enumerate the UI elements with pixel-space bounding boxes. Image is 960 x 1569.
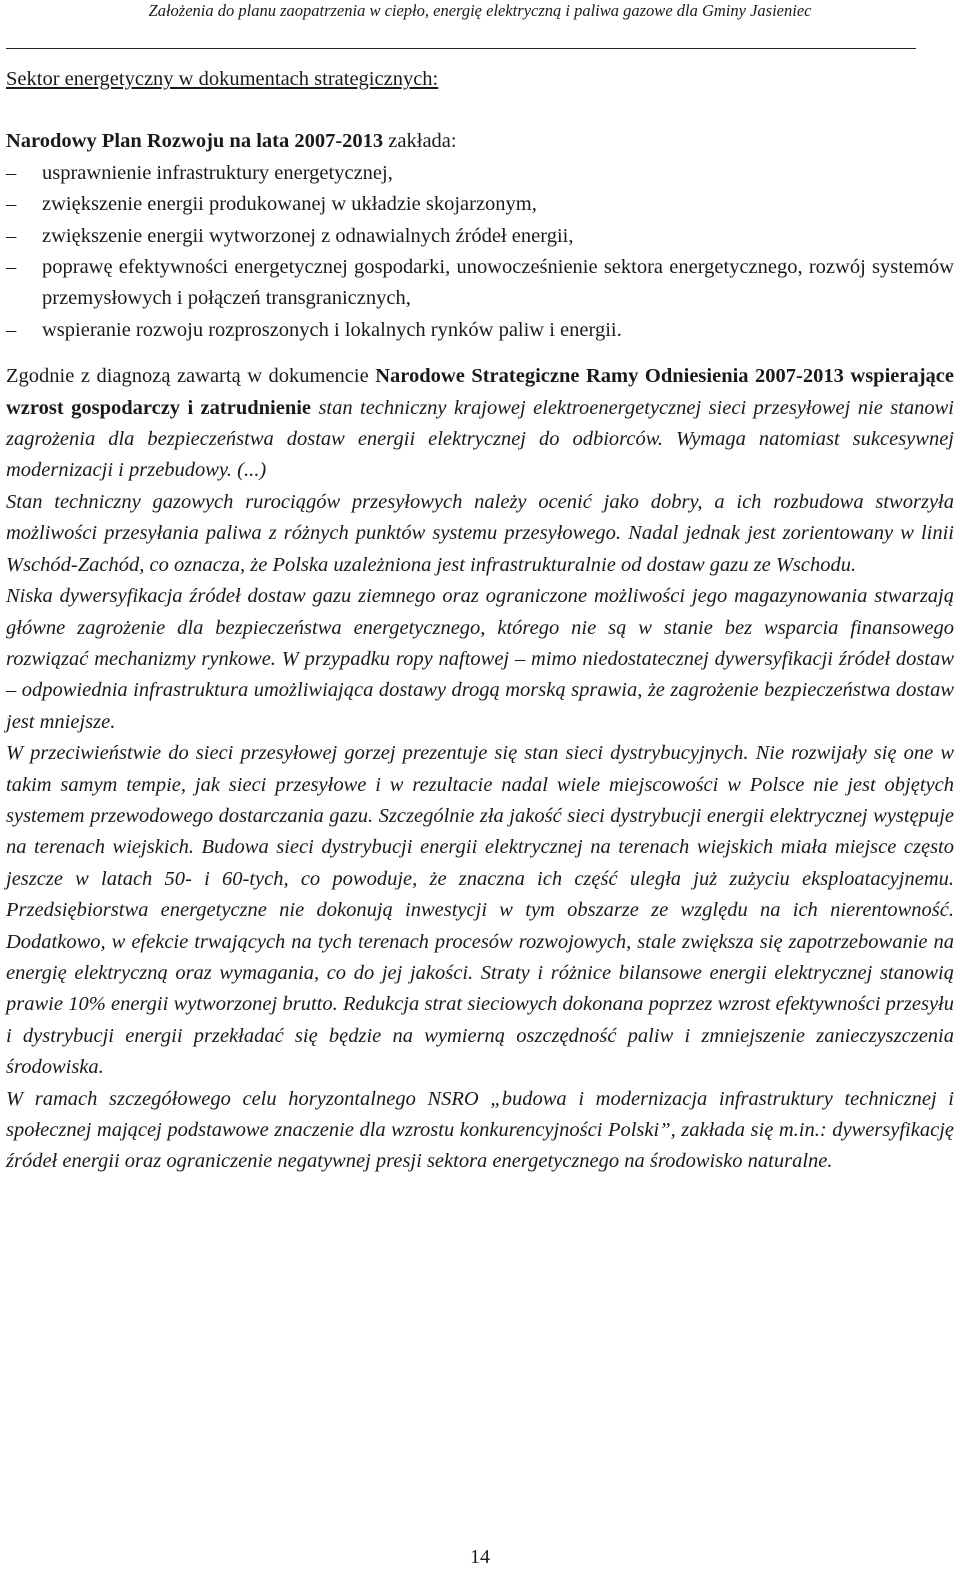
nsro-paragraph-4 (6, 738, 954, 1083)
list-item-text: zwiększenie energii produkowanej w układzie skojarzonym, (42, 193, 537, 216)
page-number: 14 (470, 1546, 490, 1568)
nsro-quote-4: W przeciwieństwie do sieci przesyłowej gorzej prezentuje się stan sieci dystrybucyjnych. Nie rozwijały się one w takim samym tempie, jak sieci przesyłowe i w rezultacie nadal wiele miejscowości w Polsce nie jest objętych systemem przewodowego dostarczania gazu. Szczególnie zła jakość sieci dystrybucji energii elektrycznej występuje na terenach wiejskich. Budowa sieci dystrybucji energii elektrycznej na terenach wiejskich miała miejsce często jeszcze w latach 50- i 60-tych, co powoduje, że znaczna ich część uległa już zużyciu eksploatacyjnemu. Przedsiębiorstwa energetyczne nie dokonują inwestycji w tym obszarze ze względu na ich nierentowność. Dodatkowo, w efekcie trwających na tych terenach procesów rozwojowych, stale zwiększa się zapotrzebowanie na energię elektryczną oraz wymagania, co do jej jakości. Straty i różnice bilansowe energii elektrycznej stanowią prawie 10% energii wytworzonej brutto. Redukcja strat sieciowych dokonana poprzez wzrost efektywności przesyłu i dystrybucji energii przekładać się będzie na wymierną oszczędność paliw i zmniejszenie zanieczyszczenia środowiska. (6, 742, 954, 1079)
plan-name: Narodowy Plan Rozwoju na lata 2007-2013 (6, 130, 384, 153)
running-title: Założenia do planu zaopatrzenia w ciepło, energię elektryczną i paliwa gazowe dla Gminy Jasieniec (148, 1, 812, 20)
header-rule (6, 48, 916, 49)
dash-bullet: – (6, 318, 17, 341)
plan-verb: zakłada: (383, 130, 457, 153)
nsro-quote-1: stan techniczny krajowej elektroenergetycznej sieci przesyłowej nie stanowi zagrożenia dla bezpieczeństwa dostaw energii elektrycznej do odbiorców. Wymaga natomiast sukcesywnej modernizacji i przebudowy. (...) (6, 396, 954, 482)
dash-bullet: – (6, 161, 17, 184)
nsro-paragraph-1 (6, 361, 954, 487)
nsro-paragraph-5 (6, 1084, 954, 1178)
nsro-quote-2: Stan techniczny gazowych rurociągów przesyłowych należy ocenić jako dobry, a ich rozbudowa stworzyła możliwości przesyłania paliwa z różnych punktów systemu przesyłowego. Nadal jednak jest zorientowany w linii Wschód-Zachód, co oznacza, że Polska uzależniona jest infrastrukturalnie od dostaw gazu ze Wschodu. (6, 490, 954, 576)
nsro-quote-3: Niska dywersyfikacja źródeł dostaw gazu ziemnego oraz ograniczone możliwości jego magazynowania stwarzają główne zagrożenie dla bezpieczeństwa energetycznego, którego nie są w stanie bez wsparcia finansowego rozwiązać mechanizmy rynkowe. W przypadku ropy naftowej – mimo niedostatecznej dywersyfikacji źródeł dostaw – odpowiednia infrastruktura umożliwiająca dostawy drogą morską sprawia, że zagrożenie bezpieczeństwa dostaw jest mniejsze. (6, 585, 954, 733)
list-item (6, 158, 954, 189)
dash-bullet: – (6, 224, 17, 247)
dash-bullet: – (6, 193, 17, 216)
list-item-text: poprawę efektywności energetycznej gospodarki, unowocześnienie sektora energetycznego, rozwój systemów przemysłowych i połączeń transgranicznych, (42, 256, 954, 310)
nsro-intro: Zgodnie z diagnozą zawartą w dokumencie (6, 365, 376, 388)
spacer (6, 95, 954, 126)
list-item-text: usprawnienie infrastruktury energetycznej, (42, 161, 393, 184)
plan-intro (6, 126, 954, 157)
plan-goals-list (6, 158, 954, 346)
list-item (6, 221, 954, 252)
list-item-text: wspieranie rozwoju rozproszonych i lokalnych rynków paliw i energii. (42, 318, 622, 341)
document-body (6, 64, 954, 1178)
nsro-document-title: Narodowe Strategiczne Ramy Odniesienia 2007-2013 wspierające wzrost gospodarczy i zatrudnienie (6, 365, 954, 419)
dash-bullet: – (6, 256, 17, 279)
list-item (6, 189, 954, 220)
nsro-quote-5: W ramach szczegółowego celu horyzontalnego NSRO „budowa i modernizacja infrastruktury technicznej i społecznej mającej podstawowe znaczenie dla wzrostu konkurencyjności Polski”, zakłada się m.in.: dywersyfikację źródeł energii oraz ograniczenie negatywnej presji sektora energetycznego na środowisko naturalne. (6, 1087, 954, 1173)
section-heading: Sektor energetyczny w dokumentach strategicznych: (6, 68, 439, 90)
running-header (0, 0, 960, 22)
nsro-paragraph-3 (6, 581, 954, 738)
list-item (6, 315, 954, 346)
list-item-text: zwiększenie energii wytworzonej z odnawialnych źródeł energii, (42, 224, 574, 247)
list-item (6, 252, 954, 315)
nsro-paragraph-2 (6, 487, 954, 581)
gap (6, 346, 954, 361)
